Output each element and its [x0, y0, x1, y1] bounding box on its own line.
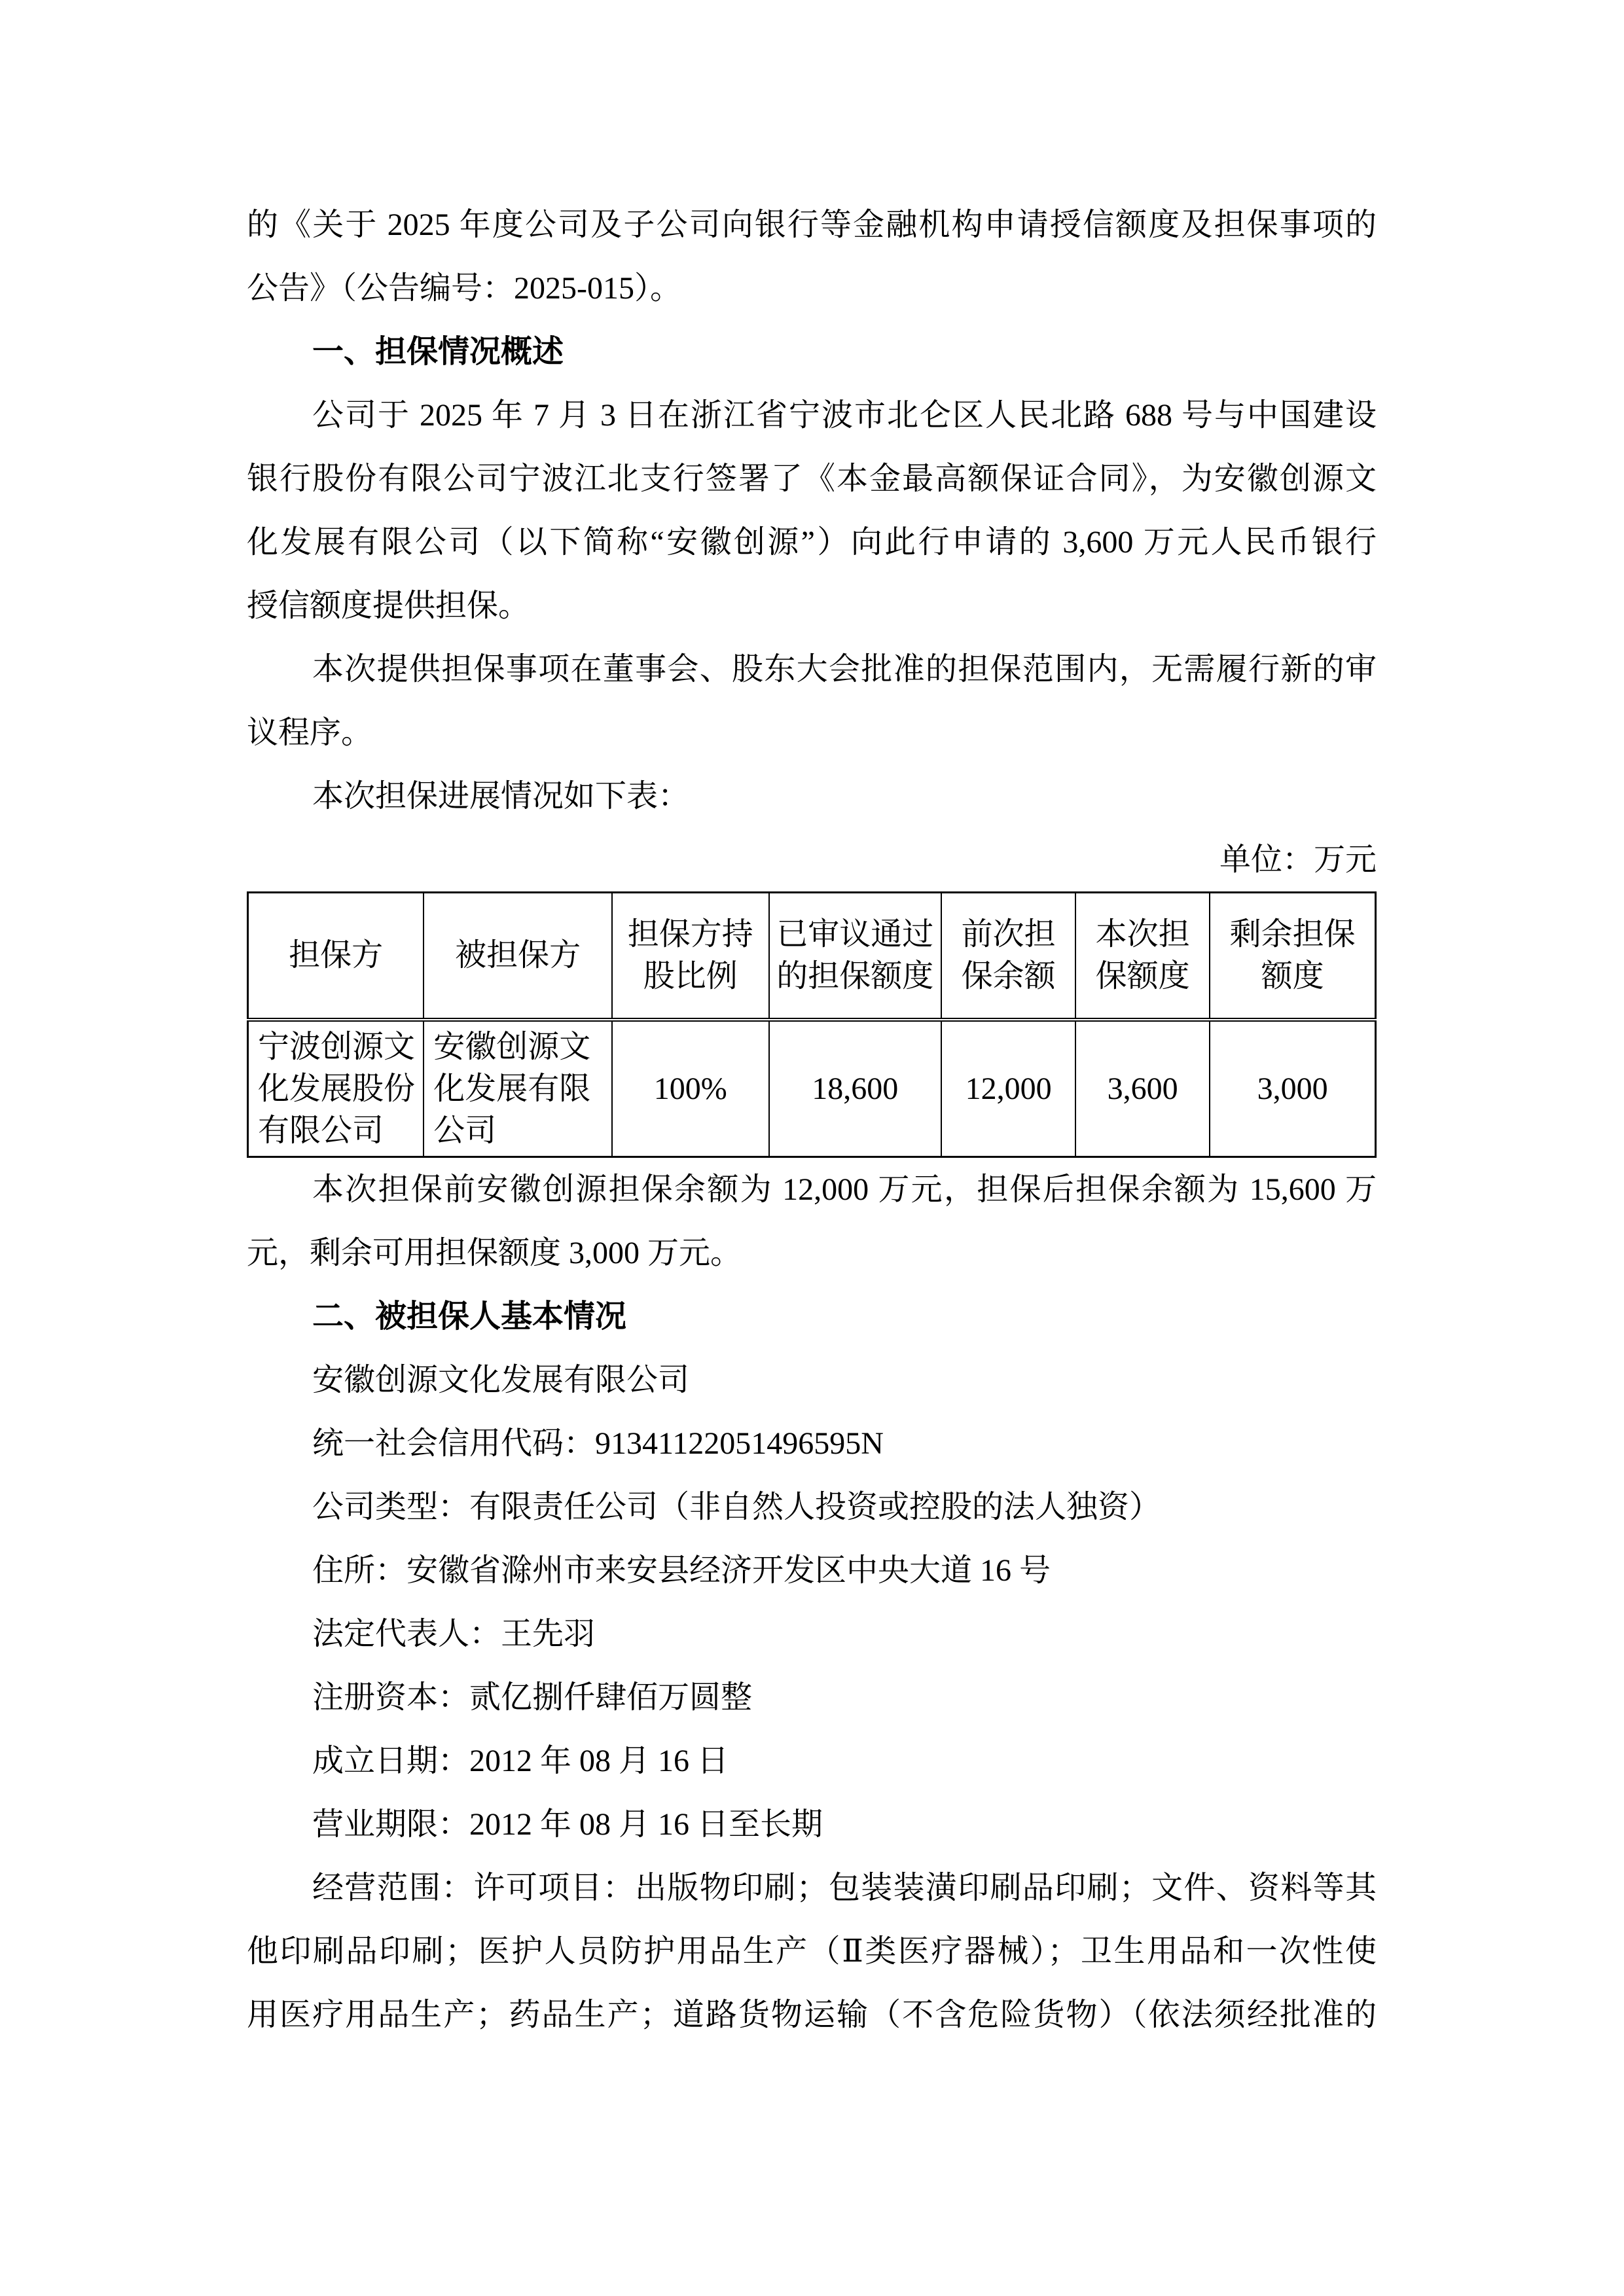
header-remaining-quota: 剩余担保 额度 [1210, 893, 1375, 1020]
header-shareholding-ratio: 担保方持 股比例 [612, 893, 768, 1020]
section1-para4-line-2: 元，剩余可用担保额度 3,000 万元。 [247, 1236, 742, 1270]
cell-current-amount: 3,600 [1075, 1020, 1210, 1157]
header-guaranteed-party: 被担保方 [424, 893, 612, 1020]
cell-previous-balance: 12,000 [941, 1020, 1075, 1157]
header-current-amount: 本次担 保额度 [1075, 893, 1210, 1020]
section1-para4-line-1: 本次担保前安徽创源担保余额为 12,000 万元，担保后担保余额为 15,600 万 [312, 1172, 1377, 1207]
guarantee-progress-table [247, 891, 1377, 1158]
business-scope-line-1: 经营范围：许可项目：出版物印刷；包装装潢印刷品印刷；文件、资料等其 [312, 1871, 1377, 1905]
header-guarantor: 担保方 [248, 893, 424, 1020]
intro-line-1: 的《关于 2025 年度公司及子公司向银行等金融机构申请授信额度及担保事项的 [247, 207, 1377, 242]
cell-guarantor: 宁波创源文 化发展股份 有限公司 [248, 1020, 424, 1157]
section1-para3-line: 本次担保进展情况如下表： [312, 779, 690, 814]
business-scope-line-3: 用医疗用品生产；药品生产；道路货物运输（不含危险货物）（依法须经批准的 [247, 1998, 1377, 2032]
cell-remaining-quota: 3,000 [1210, 1020, 1375, 1157]
table-data-row [248, 1020, 1376, 1157]
address-line: 住所：安徽省滁州市来安县经济开发区中央大道 16 号 [312, 1553, 1051, 1588]
company-name-line: 安徽创源文化发展有限公司 [312, 1363, 690, 1397]
credit-code-line: 统一社会信用代码：91341122051496595N [312, 1426, 884, 1461]
section1-para2-line-2: 议程序。 [247, 715, 373, 750]
establish-date-line: 成立日期：2012 年 08 月 16 日 [312, 1744, 729, 1778]
section1-para2-line-1: 本次提供担保事项在董事会、股东大会批准的担保范围内，无需履行新的审 [312, 652, 1377, 687]
cell-shareholding-ratio: 100% [612, 1020, 768, 1157]
section1-heading: 一、担保情况概述 [312, 334, 564, 369]
section2-heading: 二、被担保人基本情况 [312, 1299, 627, 1334]
section1-para1-line-1: 公司于 2025 年 7 月 3 日在浙江省宁波市北仑区人民北路 688 号与中国建设 [312, 398, 1377, 433]
business-scope-line-2: 他印刷品印刷；医护人员防护用品生产（Ⅱ类医疗器械）；卫生用品和一次性使 [247, 1934, 1377, 1969]
cell-guaranteed-party: 安徽创源文 化发展有限 公司 [424, 1020, 612, 1157]
section1-para1-line-3: 化发展有限公司（以下简称“安徽创源”）向此行申请的 3,600 万元人民币银行 [247, 525, 1377, 560]
table-unit-note: 单位：万元 [1219, 842, 1377, 877]
intro-line-2: 公告》（公告编号：2025-015）。 [247, 271, 681, 306]
section1-para1-line-4: 授信额度提供担保。 [247, 588, 530, 623]
legal-representative-line: 法定代表人：王先羽 [312, 1617, 596, 1651]
business-term-line: 营业期限：2012 年 08 月 16 日至长期 [312, 1807, 823, 1842]
cell-approved-quota: 18,600 [769, 1020, 942, 1157]
section1-para1-line-2: 银行股份有限公司宁波江北支行签署了《本金最高额保证合同》，为安徽创源文 [247, 461, 1377, 496]
registered-capital-line: 注册资本：贰亿捌仟肆佰万圆整 [312, 1680, 753, 1715]
table-header-row [248, 893, 1376, 1020]
header-previous-balance: 前次担 保余额 [941, 893, 1075, 1020]
header-approved-quota: 已审议通过 的担保额度 [769, 893, 942, 1020]
company-type-line: 公司类型：有限责任公司（非自然人投资或控股的法人独资） [312, 1490, 1161, 1524]
